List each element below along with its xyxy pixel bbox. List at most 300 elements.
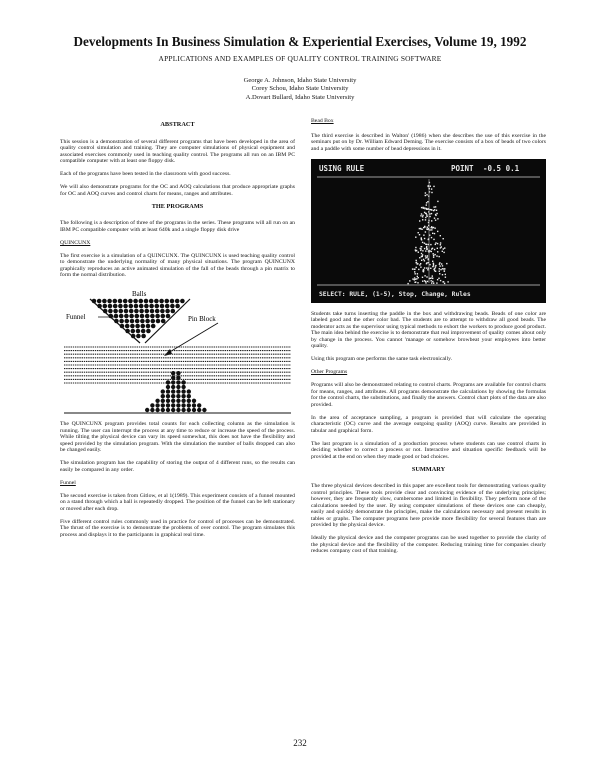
quincunx-paragraph: The simulation program has the capability of storing the output of 4 different runs, so the results can easily be compared in any order. <box>60 460 295 473</box>
bead <box>161 403 165 407</box>
scatter-point <box>433 206 434 207</box>
scatter-point <box>447 281 448 282</box>
scatter-point <box>434 248 435 249</box>
scatter-point <box>438 277 439 278</box>
scatter-point <box>437 279 438 280</box>
ball <box>125 324 130 329</box>
bead <box>176 403 180 407</box>
bead <box>176 385 180 389</box>
ball <box>140 314 145 319</box>
scatter-point <box>407 282 408 283</box>
scatter-point <box>431 236 432 237</box>
scatter-point <box>426 228 427 229</box>
bead <box>166 394 170 398</box>
scatter-point <box>427 269 428 270</box>
scatter-point <box>421 246 422 247</box>
scatter-point <box>421 228 422 229</box>
scatter-point <box>431 282 432 283</box>
ball <box>124 314 129 319</box>
bead <box>166 380 170 384</box>
scatter-point <box>421 206 422 207</box>
scatter-point <box>414 277 415 278</box>
scatter-point <box>444 247 445 248</box>
ball <box>165 304 170 309</box>
ball <box>123 299 128 304</box>
ball <box>135 314 140 319</box>
scatter-point <box>433 253 434 254</box>
scatter-point <box>445 276 446 277</box>
beadbox-paragraph: Students take turns inserting the paddle in the box and withdrawing beads. Beads of one color are labeled good and the other color bad. The students are to attempt to withdraw all good beads. The moderator acts as the supervisor using typical methods to exhort the workers to produce good product. The main idea behind the exercise is to demonstrate that real improvement of quality comes about only by change in the process. You cannot 'manage or somehow browbeat your employees into better quality. <box>311 310 546 349</box>
scatter-point <box>436 212 437 213</box>
scatter-point <box>442 265 443 266</box>
bead <box>176 389 180 393</box>
bead <box>181 380 185 384</box>
scatter-point <box>440 244 441 245</box>
bead <box>181 385 185 389</box>
bead <box>161 408 165 412</box>
ball <box>180 299 185 304</box>
scatter-point <box>429 263 430 264</box>
scatter-point <box>427 226 428 227</box>
scatter-point <box>418 277 419 278</box>
bead <box>171 371 175 375</box>
scatter-point <box>425 192 426 193</box>
scatter-point <box>436 282 437 283</box>
funnel-heading: Funnel <box>60 479 76 486</box>
bead <box>161 394 165 398</box>
bead <box>181 399 185 403</box>
bead <box>166 385 170 389</box>
scatter-point <box>431 250 432 251</box>
ball <box>113 299 118 304</box>
ball <box>146 324 151 329</box>
scatter-point <box>434 270 435 271</box>
ball <box>155 314 160 319</box>
ball <box>119 314 124 319</box>
scatter-point <box>422 254 423 255</box>
scatter-point <box>425 257 426 258</box>
screen-point-values: -0.5 0.1 <box>483 163 520 173</box>
quincunx-heading: QUINCUNX <box>60 239 91 246</box>
scatter-point <box>426 208 427 209</box>
ball <box>145 309 150 314</box>
ball <box>129 304 134 309</box>
ball <box>141 334 146 339</box>
scatter-point <box>414 271 415 272</box>
bead <box>166 399 170 403</box>
abstract-paragraph: This session is a demonstration of several different programs that have been developed in the area of quality control simulation and training. They are computer simulations of physical equipment and associated exercises commonly used in teaching quality control. The programs all run on an IBM PC compatible computer with at least one floppy disk. <box>60 138 295 164</box>
scatter-point <box>425 282 426 283</box>
scatter-point <box>419 227 420 228</box>
scatter-point <box>442 274 443 275</box>
ball <box>141 324 146 329</box>
scatter-point <box>420 215 421 216</box>
summary-paragraph: The three physical devices described in this paper are excellent tools for demonstrating various quality control principles. These tools provide clear and convincing evidence of the underlying principles; however, they are frequently slow, cumbersome and limited in flexibility. They perform none of the calculations needed by the user. By using computer simulations of these devices one can cheaply, easily and quickly demonstrate the principles, make the calculations necessary and present results in tables or graphs. The computer programs here provide more flexibility for several features than are provided by the physical device. <box>311 483 546 528</box>
ball <box>165 299 170 304</box>
scatter-point <box>444 268 445 269</box>
ball <box>175 304 180 309</box>
scatter-point <box>432 275 433 276</box>
ball <box>108 309 113 314</box>
beadbox-screenshot <box>311 159 546 303</box>
scatter-point <box>420 247 421 248</box>
scatter-point <box>444 270 445 271</box>
scatter-point <box>426 202 427 203</box>
scatter-point <box>425 231 426 232</box>
ball <box>146 329 151 334</box>
scatter-point <box>412 278 413 279</box>
scatter-point <box>432 232 433 233</box>
scatter-point <box>431 191 432 192</box>
other-programs-paragraph: In the area of acceptance sampling, a program is provided that will calculate the operating characteristic (OC) curve and the average outgoing quality (AOQ) curve. Results are provided in tabular and graphical form. <box>311 414 546 434</box>
scatter-point <box>426 248 427 249</box>
scatter-point <box>426 204 427 205</box>
scatter-point <box>427 201 428 202</box>
scatter-point <box>425 255 426 256</box>
scatter-point <box>415 246 416 247</box>
ball <box>113 309 118 314</box>
scatter-point <box>419 220 420 221</box>
bead <box>171 376 175 380</box>
bead <box>176 394 180 398</box>
scatter-point <box>422 270 423 271</box>
scatter-point <box>439 262 440 263</box>
scatter-point <box>415 278 416 279</box>
scatter-point <box>440 268 441 269</box>
scatter-point <box>435 219 436 220</box>
scatter-point <box>422 216 423 217</box>
scatter-point <box>432 280 433 281</box>
scatter-point <box>417 263 418 264</box>
balls-label: Balls <box>132 290 147 298</box>
scatter-point <box>414 279 415 280</box>
scatter-point <box>442 250 443 251</box>
scatter-point <box>436 255 437 256</box>
bead <box>192 403 196 407</box>
ball <box>166 314 171 319</box>
screen-background <box>311 159 546 303</box>
other-programs-paragraph: The last program is a simulation of a production process where students can use control charts in deciding whether to correct a process or not. Interactive and situation specific feedback will be provided at the end on when they made good or bad choices. <box>311 440 546 460</box>
scatter-point <box>424 237 425 238</box>
quincunx-paragraph: The first exercise is a simulation of a QUINCUNX. The QUINCUNX is used teaching quality control to demonstrate the underlying normality of many physical situations. The program QUINCUNX graphically reproduces an active animated simulation of the fall of the beads through a pin matrix to form the normal distribution. <box>60 252 295 278</box>
scatter-point <box>424 208 425 209</box>
bead <box>181 394 185 398</box>
scatter-point <box>417 273 418 274</box>
ball <box>128 299 133 304</box>
bead <box>150 408 154 412</box>
scatter-point <box>419 264 420 265</box>
scatter-point <box>427 255 428 256</box>
scatter-point <box>440 279 441 280</box>
ball <box>107 299 112 304</box>
ball <box>144 304 149 309</box>
scatter-point <box>424 275 425 276</box>
ball <box>129 314 134 319</box>
right-column <box>311 118 546 561</box>
ball <box>156 319 161 324</box>
scatter-point <box>441 263 442 264</box>
funnel-paragraph: The second exercise is taken from Gitlow, et al 1(1989). This experiment consists of a funnel mounted on a stand through which a ball is repeatedly dropped. The position of the funnel can be left stationary or moved after each drop. <box>60 492 295 512</box>
ball <box>124 309 129 314</box>
scatter-point <box>416 259 417 260</box>
scatter-point <box>431 277 432 278</box>
scatter-point <box>443 248 444 249</box>
scatter-point <box>424 267 425 268</box>
scatter-point <box>442 268 443 269</box>
scatter-point <box>433 209 434 210</box>
scatter-point <box>419 234 420 235</box>
bead <box>145 408 149 412</box>
ball <box>154 299 159 304</box>
abstract-paragraph: Each of the programs have been tested in the classroom with good success. <box>60 171 231 177</box>
scatter-point <box>416 261 417 262</box>
author-2: Corey Schou, Idaho State University <box>251 85 349 93</box>
scatter-point <box>421 259 422 260</box>
ball <box>118 304 123 309</box>
ball <box>155 309 160 314</box>
scatter-point <box>416 249 417 250</box>
funnel-paragraph: Five different control rules commonly used in practice for control of processes can be demonstrated. The thrust of the exercise is to demonstrate the problems of over control. The program simulates this process and displays it to the participants in graphical real time. <box>60 518 295 538</box>
ball <box>136 334 141 339</box>
ball <box>175 299 180 304</box>
ball <box>123 304 128 309</box>
scatter-point <box>420 266 421 267</box>
scatter-point <box>430 243 431 244</box>
ball <box>134 304 139 309</box>
bead <box>197 408 201 412</box>
scatter-point <box>431 280 432 281</box>
ball <box>171 309 176 314</box>
scatter-point <box>422 214 423 215</box>
scatter-point <box>446 262 447 263</box>
ball <box>129 309 134 314</box>
scatter-point <box>435 206 436 207</box>
scatter-point <box>434 217 435 218</box>
pin-block-arrow <box>168 323 218 353</box>
scatter-point <box>433 254 434 255</box>
scatter-point <box>443 238 444 239</box>
scatter-point <box>426 263 427 264</box>
scatter-point <box>429 213 430 214</box>
scatter-point <box>422 219 423 220</box>
ball <box>160 309 165 314</box>
scatter-point <box>434 227 435 228</box>
scatter-point <box>437 200 438 201</box>
scatter-point <box>412 268 413 269</box>
scatter-point <box>422 241 423 242</box>
scatter-point <box>422 280 423 281</box>
ball <box>150 309 155 314</box>
ball <box>108 304 113 309</box>
scatter-point <box>436 209 437 210</box>
scatter-point <box>433 268 434 269</box>
scatter-point <box>431 212 432 213</box>
scatter-point <box>430 267 431 268</box>
scatter-point <box>422 255 423 256</box>
scatter-point <box>417 282 418 283</box>
bead <box>155 408 159 412</box>
scatter-point <box>425 250 426 251</box>
scatter-point <box>443 251 444 252</box>
quincunx-paragraph: The QUINCUNX program provides total counts for each collecting column as the simulation is running. The user can interrupt the process at any time to reduce or increase the speed of the process. While tilting the physical device can vary its speed somewhat, this does not have the flexibility and speed provided by the simulation program. With the simulation the number of balls dropped can also be changed easily. <box>60 421 295 453</box>
other-programs-paragraph: Programs will also be demonstrated relating to control charts. Programs are available for control charts for means, ranges, and attributes. All programs demonstrate the calculations by showing the formulas for the control charts, the substitutions, and finally the answers. Control chart plots of the data are also provided. <box>311 382 546 408</box>
scatter-point <box>418 268 419 269</box>
scatter-point <box>432 260 433 261</box>
bead <box>181 403 185 407</box>
ball <box>134 309 139 314</box>
bead <box>171 394 175 398</box>
scatter-point <box>433 256 434 257</box>
ball <box>118 299 123 304</box>
scatter-point <box>431 226 432 227</box>
quincunx-figure <box>60 285 295 415</box>
beadbox-paragraph: Using this program one performs the same task electronically. <box>311 356 452 362</box>
bead <box>155 399 159 403</box>
scatter-point <box>425 219 426 220</box>
scatter-point <box>445 273 446 274</box>
scatter-point <box>417 275 418 276</box>
ball <box>151 319 156 324</box>
bead <box>171 408 175 412</box>
bead <box>197 403 201 407</box>
ball <box>145 314 150 319</box>
ball <box>113 304 118 309</box>
scatter-point <box>426 194 427 195</box>
bead <box>171 403 175 407</box>
beadbox-heading: Bead Box <box>311 118 334 124</box>
scatter-point <box>420 227 421 228</box>
summary-paragraph: Ideally the physical device and the computer programs can be used together to provide the clarity of the physical device and the flexibility of the computer. Reducing training time for companies clearly reduces company cost of that training. <box>311 535 546 554</box>
scatter-point <box>421 213 422 214</box>
funnel-label: Funnel <box>66 313 86 321</box>
ball <box>133 299 138 304</box>
scatter-point <box>422 276 423 277</box>
scatter-point <box>424 260 425 261</box>
ball <box>131 329 136 334</box>
scatter-point <box>424 242 425 243</box>
bead <box>171 389 175 393</box>
bead <box>187 399 191 403</box>
scatter-point <box>439 265 440 266</box>
bead <box>171 399 175 403</box>
page-number: 232 <box>293 738 307 748</box>
scatter-point <box>415 249 416 250</box>
bead <box>176 376 180 380</box>
scatter-point <box>441 246 442 247</box>
ball <box>125 319 130 324</box>
author-1: George A. Johnson, Idaho State University <box>243 77 357 84</box>
bead <box>166 408 170 412</box>
scatter-point <box>421 252 422 253</box>
scatter-point <box>416 278 417 279</box>
scatter-point <box>427 280 428 281</box>
bead <box>176 399 180 403</box>
scatter-point <box>428 228 429 229</box>
bead <box>187 394 191 398</box>
other-programs-heading: Other Programs <box>311 369 348 375</box>
scatter-point <box>425 280 426 281</box>
abstract-paragraph: We will also demonstrate programs for the OC and AOQ calculations that produce appropriate graphs for OC and AOQ curves and control charts for means, ranges and attributes. <box>60 184 295 197</box>
ball <box>155 304 160 309</box>
scatter-point <box>426 245 427 246</box>
ball <box>151 324 156 329</box>
bead <box>181 408 185 412</box>
scatter-point <box>414 268 415 269</box>
author-3: A.Dovart Bullard, Idaho State University <box>245 93 355 101</box>
scatter-point <box>434 253 435 254</box>
ball <box>97 299 102 304</box>
scatter-point <box>431 188 432 189</box>
bead <box>176 408 180 412</box>
scatter-point <box>429 229 430 230</box>
scatter-point <box>423 226 424 227</box>
ball <box>139 299 144 304</box>
ball <box>149 304 154 309</box>
bead <box>187 408 191 412</box>
scatter-point <box>414 281 415 282</box>
scatter-point <box>442 281 443 282</box>
scatter-point <box>433 262 434 263</box>
scatter-point <box>433 282 434 283</box>
ball <box>165 309 170 314</box>
scatter-point <box>435 214 436 215</box>
scatter-point <box>426 256 427 257</box>
scatter-point <box>415 273 416 274</box>
paper-title: Developments In Business Simulation & Experiential Exercises, Volume 19, 1992 <box>73 34 527 49</box>
bead <box>166 389 170 393</box>
bead <box>171 385 175 389</box>
ball <box>170 304 175 309</box>
beadbox-paragraph: The third exercise is described in Walton' (1986) when she describes the use of this exercise in the seminars put on by Dr. William Edward Deming. The exercise consists of a box of beads of two colors and a paddle with some number of bead depressions in it. <box>311 132 546 152</box>
ball <box>139 309 144 314</box>
scatter-point <box>435 264 436 265</box>
scatter-point <box>409 280 410 281</box>
bead <box>161 399 165 403</box>
scatter-point <box>421 238 422 239</box>
scatter-point <box>423 258 424 259</box>
scatter-point <box>423 234 424 235</box>
scatter-point <box>440 242 441 243</box>
ball <box>119 309 124 314</box>
scatter-point <box>431 209 432 210</box>
scatter-point <box>423 268 424 269</box>
ball <box>160 304 165 309</box>
scatter-point <box>433 265 434 266</box>
scatter-point <box>440 235 441 236</box>
bead <box>202 408 206 412</box>
scatter-point <box>435 242 436 243</box>
scatter-point <box>437 247 438 248</box>
scatter-point <box>419 257 420 258</box>
ball <box>150 314 155 319</box>
scatter-point <box>425 194 426 195</box>
ball <box>135 324 140 329</box>
scatter-point <box>433 238 434 239</box>
scatter-point <box>439 255 440 256</box>
bead-histogram <box>145 371 207 412</box>
ball <box>170 299 175 304</box>
scatter-point <box>426 276 427 277</box>
ball <box>140 319 145 324</box>
scatter-point <box>429 215 430 216</box>
scatter-point <box>426 212 427 213</box>
author-list <box>0 77 600 102</box>
scatter-point <box>426 267 427 268</box>
ball <box>130 324 135 329</box>
scatter-point <box>435 243 436 244</box>
ball <box>159 299 164 304</box>
ball <box>161 319 166 324</box>
